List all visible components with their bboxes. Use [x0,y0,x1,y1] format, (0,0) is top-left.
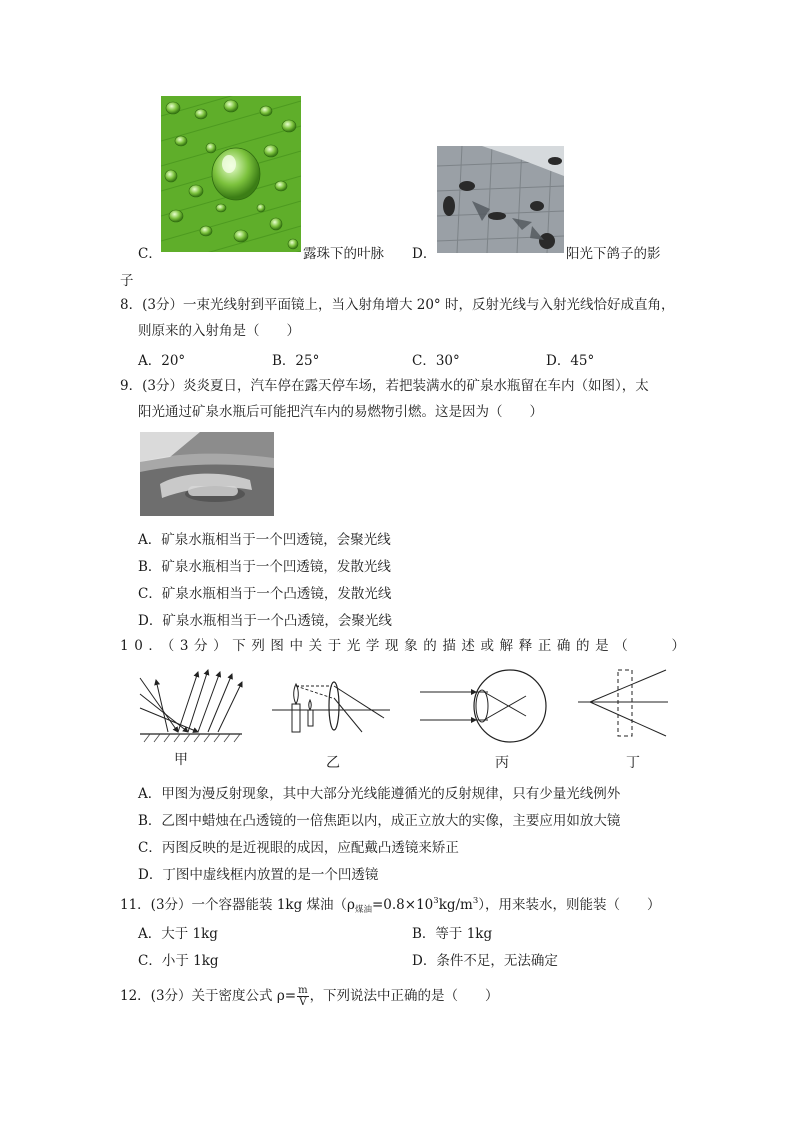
caption-yi: 乙 [326,755,340,771]
caption-bing: 丙 [495,755,509,771]
q10-option-a[interactable]: A．甲图为漫反射现象，其中大部分光线能遵循光的反射规律，只有少量光线例外 [138,786,621,802]
q10-stem: 10．（3分）下列图中关于光学现象的描述或解释正确的是（ ） [120,638,691,654]
q11-option-c[interactable]: C．小于 1kg [138,953,219,969]
q8-option-a[interactable]: A．20° [138,353,186,369]
caption-ding: 丁 [626,755,640,771]
candle-lens-diagram [272,676,390,736]
diffuse-reflection-diagram [138,668,244,744]
option-d-label: D． [412,246,437,262]
bottle-in-car-photo [140,432,274,516]
option-d-wrap: 子 [120,273,134,289]
leaf-dewdrop-photo [161,96,301,252]
lens-box-diagram [578,664,668,748]
q12-stem-b: ，下列说法中正确的是（ ） [309,988,499,1004]
q11-stem [120,892,661,919]
q10-option-b[interactable]: B．乙图中蜡烛在凸透镜的一倍焦距以内，成正立放大的实像，主要应用如放大镜 [138,813,621,829]
q9-option-d[interactable]: D．矿泉水瓶相当于一个凸透镜，会聚光线 [138,613,392,629]
q12-stem-a: 12．(3分）关于密度公式 ρ= [120,988,297,1004]
q8-option-c[interactable]: C．30° [412,353,460,369]
q9-option-a[interactable]: A．矿泉水瓶相当于一个凹透镜，会聚光线 [138,532,391,548]
q11-stem-sup1: 3 [433,896,439,906]
q11-stem-sup2: 3 [472,896,479,906]
caption-jia: 甲 [174,752,188,768]
q11-stem-b: =0.8×10 [371,897,434,913]
q8-option-d[interactable]: D．45° [546,353,595,369]
q12-stem [120,984,499,1008]
q11-option-d[interactable]: D．条件不足，无法确定 [412,953,558,969]
fraction-numerator: m [298,985,308,996]
q11-stem-a: 11．(3分）一个容器能装 1kg 煤油（ρ [120,897,355,913]
q11-option-b[interactable]: B．等于 1kg [412,926,493,942]
pigeons-shadow-photo [437,146,564,253]
q10-option-c[interactable]: C．丙图反映的是近视眼的成因，应配戴凸透镜来矫正 [138,840,459,856]
density-fraction [297,985,308,1008]
q11-option-a[interactable]: A．大于 1kg [138,926,218,942]
q9-option-b[interactable]: B．矿泉水瓶相当于一个凹透镜，发散光线 [138,559,391,575]
q11-stem-sub: 煤油 [354,905,372,915]
q8-option-b[interactable]: B．25° [272,353,320,369]
q11-stem-d: ），用来装水，则能装（ ） [478,897,661,913]
q8-stem-line2: 则原来的入射角是（ ） [138,323,300,339]
q8-stem-line1: 8．(3分）一束光线射到平面镜上，当入射角增大 20° 时，反射光线与入射光线恰好成直角， [120,297,675,313]
option-c-label: C． [138,246,162,262]
q10-option-d[interactable]: D．丁图中虚线框内放置的是一个凹透镜 [138,867,379,883]
fraction-denominator: V [299,997,307,1008]
eye-diagram [418,668,550,744]
option-c-text: 露珠下的叶脉 [303,246,384,262]
option-d-text: 阳光下鸽子的影 [566,246,661,262]
q11-stem-c: kg/m [438,897,473,913]
q9-stem-line2: 阳光通过矿泉水瓶后可能把汽车内的易燃物引燃。这是因为（ ） [138,404,543,420]
q9-option-c[interactable]: C．矿泉水瓶相当于一个凸透镜，发散光线 [138,586,392,602]
q9-stem-line1: 9．(3分）炎炎夏日，汽车停在露天停车场，若把装满水的矿泉水瓶留在车内（如图），太 [120,378,649,394]
